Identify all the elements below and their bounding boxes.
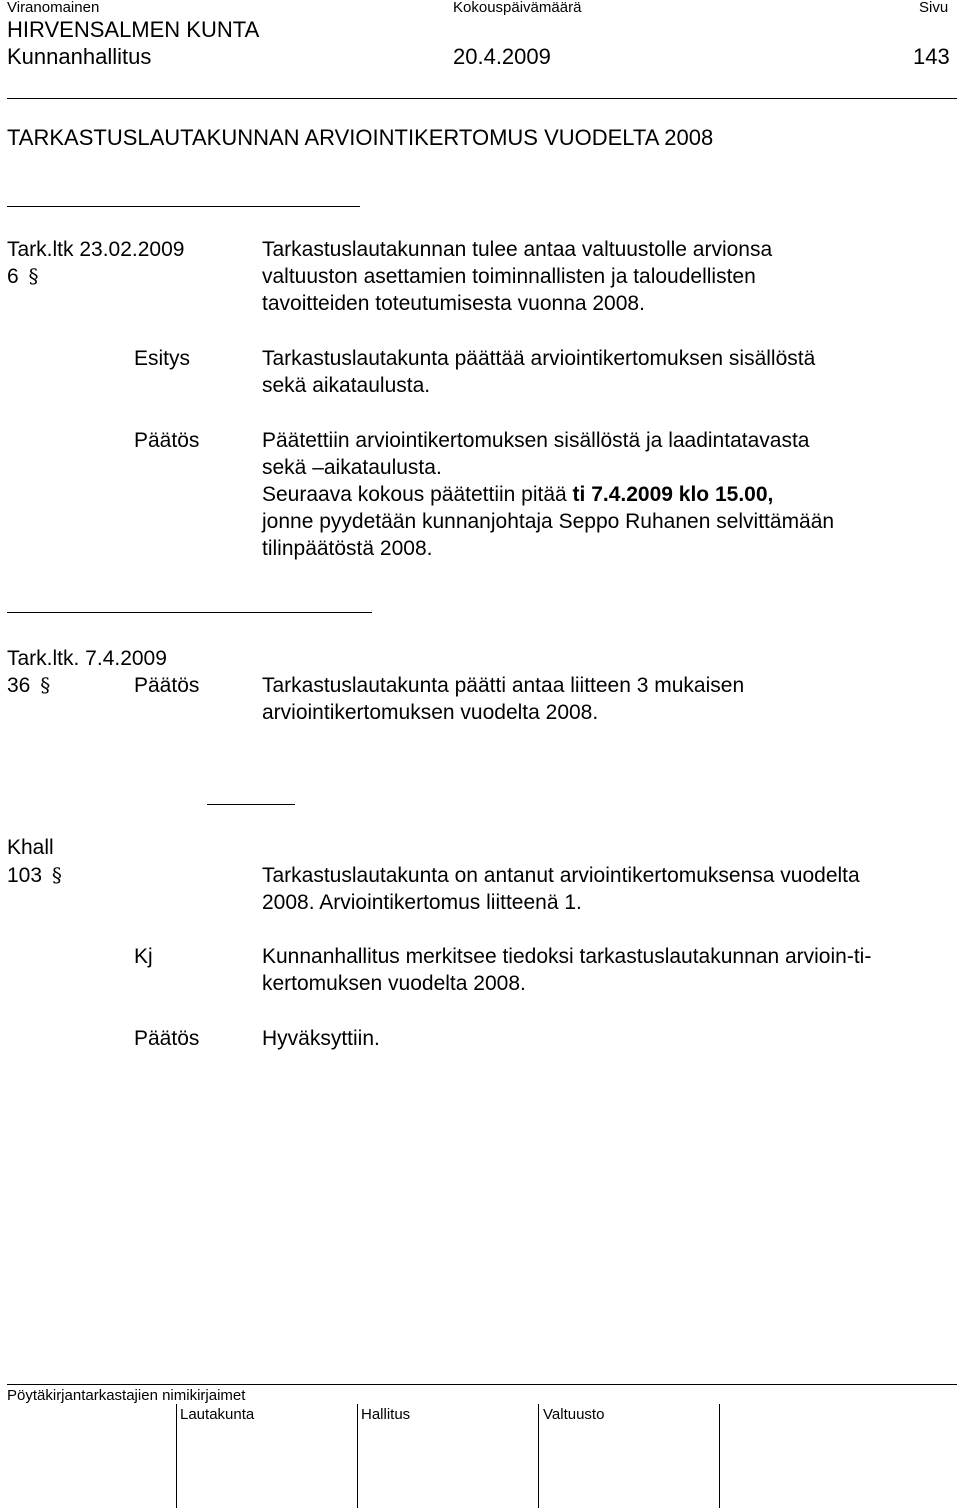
footer-column-divider: [538, 1404, 539, 1508]
section3-paatos-text: Hyväksyttiin.: [262, 1027, 380, 1050]
footer-signatures-label: Pöytäkirjantarkastajien nimikirjaimet: [7, 1387, 246, 1404]
section1-esitys-line: Tarkastuslautakunta päättää arviointikertomuksen sisällöstä: [262, 347, 816, 370]
section3-number-value: 103: [7, 864, 43, 887]
section2-paatos-text: [262, 672, 744, 726]
section2-number-value: 36: [7, 674, 31, 697]
section1-esitys-line: sekä aikataulusta.: [262, 374, 431, 397]
authority-name: Kunnanhallitus: [7, 44, 152, 69]
separator-2: [7, 612, 372, 613]
section-sign-icon: §: [40, 673, 51, 697]
header-label-meeting-date: Kokouspäivämäärä: [453, 0, 582, 16]
footer-column-divider: [176, 1404, 177, 1508]
section2-paatos-label: Päätös: [134, 674, 200, 697]
section3-reference: Khall: [7, 836, 54, 859]
page-number: 143: [913, 44, 950, 69]
header-label-authority: Viranomainen: [7, 0, 100, 16]
section1-paatos-label: Päätös: [134, 429, 200, 452]
section3-kj-text: [262, 943, 871, 997]
section2-number: [7, 672, 50, 699]
header-divider: [7, 98, 957, 99]
section3-intro-line: Tarkastuslautakunta on antanut arviointikertomuksensa vuodelta: [262, 864, 860, 887]
section1-number: [7, 263, 39, 290]
section1-reference: Tark.ltk 23.02.2009: [7, 238, 185, 261]
footer-column-divider: [357, 1404, 358, 1508]
header-label-page: Sivu: [919, 0, 949, 16]
footer-divider: [7, 1384, 957, 1385]
organization-name: HIRVENSALMEN KUNTA: [7, 17, 260, 42]
meeting-date: 20.4.2009: [453, 44, 551, 69]
section1-intro-line: Tarkastuslautakunnan tulee antaa valtuustolle arvionsa: [262, 238, 773, 261]
section1-number-value: 6: [7, 265, 19, 288]
page-title: TARKASTUSLAUTAKUNNAN ARVIOINTIKERTOMUS VUODELTA 2008: [7, 125, 714, 150]
separator-1: [7, 206, 360, 207]
section3-intro-line: 2008. Arviointikertomus liitteenä 1.: [262, 891, 582, 914]
section3-kj-line: Kunnanhallitus merkitsee tiedoksi tarkastuslautakunnan arvioin-ti-: [262, 945, 872, 968]
section2-paatos-line: Tarkastuslautakunta päätti antaa liitteen 3 mukaisen: [262, 674, 745, 697]
section-sign-icon: §: [51, 863, 62, 887]
section1-paatos-line: sekä –aikataulusta.: [262, 456, 442, 479]
section1-paatos-line: jonne pyydetään kunnanjohtaja Seppo Ruhanen selvittämään: [262, 510, 835, 533]
section1-intro-line: valtuuston asettamien toiminnallisten ja taloudellisten: [262, 265, 756, 288]
separator-3: [207, 804, 295, 805]
section3-kj-label: Kj: [134, 945, 153, 968]
footer-column-divider: [719, 1404, 720, 1508]
footer-col-valtuusto: Valtuusto: [543, 1406, 605, 1423]
footer-col-lautakunta: Lautakunta: [180, 1406, 255, 1423]
next-meeting-prefix: Seuraava kokous päätettiin pitää: [262, 483, 573, 506]
section-sign-icon: §: [28, 264, 39, 288]
section3-intro: [262, 862, 860, 916]
section1-paatos-line: Päätettiin arviointikertomuksen sisällöstä ja laadintatavasta: [262, 429, 810, 452]
section1-next-meeting: [262, 481, 834, 508]
section3-paatos-label: Päätös: [134, 1027, 200, 1050]
next-meeting-time: ti 7.4.2009 klo 15.00,: [572, 483, 774, 506]
section1-intro-line: tavoitteiden toteutumisesta vuonna 2008.: [262, 292, 645, 315]
section1-paatos-line: tilinpäätöstä 2008.: [262, 537, 433, 560]
section1-esitys-label: Esitys: [134, 347, 191, 370]
footer-col-hallitus: Hallitus: [361, 1406, 411, 1423]
section1-intro: [262, 236, 772, 317]
section3-number: [7, 862, 62, 889]
section2-reference: Tark.ltk. 7.4.2009: [7, 647, 167, 670]
section1-paatos-text: [262, 427, 834, 562]
section1-esitys-text: [262, 345, 815, 399]
section2-paatos-line: arviointikertomuksen vuodelta 2008.: [262, 701, 599, 724]
section3-kj-line: kertomuksen vuodelta 2008.: [262, 972, 526, 995]
